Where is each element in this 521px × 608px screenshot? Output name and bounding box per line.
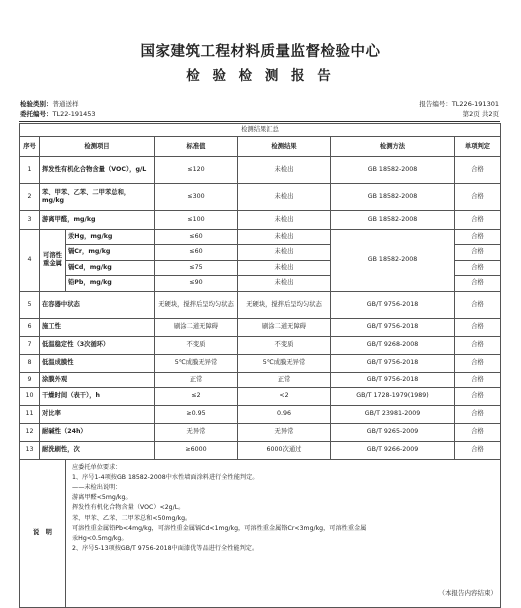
- table-row: [20, 157, 501, 184]
- entrust-label: 委托编号：: [20, 110, 53, 118]
- note-line: 可溶性重金属铅Pb<4mg/kg，可溶性重金属镉Cd<1mg/kg，可溶性重金属铬Cr<3mg/kg，可溶性重金属: [72, 524, 367, 532]
- row-result: 未检出: [238, 211, 331, 230]
- row-result: 5℃成膜无异常: [238, 354, 331, 372]
- report-number: 报告编号：TL226-191301: [419, 100, 499, 108]
- row-no: 7: [20, 336, 40, 354]
- summary-title: 检测结果汇总: [20, 124, 501, 137]
- row-method: GB/T 9266-2009: [331, 441, 455, 459]
- row-std: ≤300: [155, 184, 238, 211]
- row-method: GB 18582-2008: [331, 211, 455, 230]
- row-method: GB/T 9756-2018: [331, 372, 455, 387]
- row-no: 6: [20, 318, 40, 336]
- row-no: 10: [20, 387, 40, 405]
- sub-verdict: 合格: [455, 276, 501, 292]
- table-row: [20, 372, 501, 387]
- sub-verdict: 合格: [455, 229, 501, 245]
- note-line: 2、序号5-13项按GB/T 9756-2018中面漆优等品进行全性能判定。: [72, 545, 259, 553]
- row-result: 正常: [238, 372, 331, 387]
- row-result: 无异常: [238, 423, 331, 441]
- heavy-metal-group: 可溶性重金属: [40, 229, 66, 291]
- row-no: 8: [20, 354, 40, 372]
- sub-result: 未检出: [238, 245, 331, 261]
- col-header-result: 检测结果: [238, 137, 331, 157]
- row-no: 9: [20, 372, 40, 387]
- row-no: 5: [20, 291, 40, 318]
- row-result: 不变质: [238, 336, 331, 354]
- sub-std: ≤90: [155, 276, 238, 292]
- row-verdict: 合格: [455, 423, 501, 441]
- org-title: 国家建筑工程材料质量监督检验中心: [140, 44, 381, 60]
- row-verdict: 合格: [455, 318, 501, 336]
- row-method: GB/T 23981-2009: [331, 405, 455, 423]
- table-row: [20, 336, 501, 354]
- row-std: ≤120: [155, 157, 238, 184]
- row-no: 13: [20, 441, 40, 459]
- table-row: [20, 441, 501, 459]
- row-verdict: 合格: [455, 291, 501, 318]
- row-method: GB/T 9756-2018: [331, 318, 455, 336]
- row-std: ≥6000: [155, 441, 238, 459]
- note-line: 苯、甲苯、乙苯、二甲苯总和<50mg/kg。: [72, 514, 192, 522]
- row-result: 6000次通过: [238, 441, 331, 459]
- row-result: 未检出: [238, 184, 331, 211]
- row-method: GB 18582-2008: [331, 157, 455, 184]
- results-table: [19, 123, 501, 608]
- row-result: <2: [238, 387, 331, 405]
- report-title: 检 验 检 测 报 告: [186, 68, 335, 84]
- row-verdict: 合格: [455, 387, 501, 405]
- table-row: [20, 423, 501, 441]
- row-item: 施工性: [40, 318, 155, 336]
- row-verdict: 合格: [455, 336, 501, 354]
- sub-verdict: 合格: [455, 260, 501, 276]
- row-std: ≤2: [155, 387, 238, 405]
- row-verdict: 合格: [455, 211, 501, 230]
- row-std: 5℃成膜无异常: [155, 354, 238, 372]
- row-verdict: 合格: [455, 157, 501, 184]
- row-item: 在容器中状态: [40, 291, 155, 318]
- header-row: [20, 137, 501, 157]
- header-rule: [19, 121, 500, 122]
- notes-label: 说 明: [20, 459, 66, 607]
- row-verdict: 合格: [455, 354, 501, 372]
- note-line: 游离甲醛<5mg/kg。: [72, 494, 132, 502]
- row-item: 挥发性有机化合物含量（VOC），g/L: [40, 157, 155, 184]
- sub-item: 铅Pb，mg/kg: [66, 276, 155, 292]
- category-value: 普通送样: [52, 100, 79, 108]
- sub-std: ≤60: [155, 229, 238, 245]
- row-result: 未检出: [238, 157, 331, 184]
- table-row: [20, 211, 501, 230]
- row-item: 耐洗刷性，次: [40, 441, 155, 459]
- row-std: ≥0.95: [155, 405, 238, 423]
- report-end-note: （本报告内容结束）: [438, 589, 497, 597]
- row-item: 苯、甲苯、乙苯、二甲苯总和，mg/kg: [40, 184, 155, 211]
- sub-item: 汞Hg，mg/kg: [66, 229, 155, 245]
- row-verdict: 合格: [455, 184, 501, 211]
- table-row: [20, 387, 501, 405]
- row-item: 对比率: [40, 405, 155, 423]
- row-item: 耐碱性（24h）: [40, 423, 155, 441]
- row-method: GB 18582-2008: [331, 229, 455, 291]
- note-line: 挥发性有机化合物含量（VOC）<2g/L。: [72, 504, 185, 512]
- row-item: 游离甲醛，mg/kg: [40, 211, 155, 230]
- col-header-no: 序号: [20, 137, 40, 157]
- row-method: GB/T 1728-1979(1989): [331, 387, 455, 405]
- col-header-verdict: 单项判定: [455, 137, 501, 157]
- summary-title-row: [20, 124, 501, 137]
- sub-result: 未检出: [238, 229, 331, 245]
- row-std: 无异常: [155, 423, 238, 441]
- row-item: 低温稳定性（3次循环）: [40, 336, 155, 354]
- row-no: 2: [20, 184, 40, 211]
- row-result: 无硬块，搅拌后呈均匀状态: [238, 291, 331, 318]
- row-std: 刷涂二道无障碍: [155, 318, 238, 336]
- note-line: 应委托单位要求：: [72, 463, 122, 471]
- notes-content: [66, 459, 501, 607]
- table-row: [20, 405, 501, 423]
- row-result: 刷涂二道无障碍: [238, 318, 331, 336]
- entrust-number: [20, 110, 96, 119]
- row-std: 无硬块，搅拌后呈均匀状态: [155, 291, 238, 318]
- sub-item: 镉Cr，mg/kg: [66, 245, 155, 261]
- row-std: 不变质: [155, 336, 238, 354]
- row-verdict: 合格: [455, 441, 501, 459]
- row-no: 12: [20, 423, 40, 441]
- col-header-std: 标准值: [155, 137, 238, 157]
- col-header-item: 检测项目: [40, 137, 155, 157]
- entrust-value: TL22-191453: [52, 110, 96, 118]
- table-row: [20, 291, 501, 318]
- row-verdict: 合格: [455, 405, 501, 423]
- notes-row: [20, 459, 501, 607]
- row-method: GB/T 9756-2018: [331, 354, 455, 372]
- col-header-method: 检测方法: [331, 137, 455, 157]
- row-no: 11: [20, 405, 40, 423]
- page-indicator: 第2页 共2页: [462, 110, 499, 118]
- row-std: ≤100: [155, 211, 238, 230]
- row-method: GB/T 9265-2009: [331, 423, 455, 441]
- row-method: GB/T 9268-2008: [331, 336, 455, 354]
- row-item: 低温成膜性: [40, 354, 155, 372]
- row-item: 干燥时间（表干），h: [40, 387, 155, 405]
- sub-verdict: 合格: [455, 245, 501, 261]
- note-line: ——未检出说明：: [72, 483, 122, 491]
- note-line: 汞Hg<0.5mg/kg。: [72, 534, 128, 542]
- sub-std: ≤60: [155, 245, 238, 261]
- note-line: 1、序号1-4项按GB 18582-2008中水性墙面涂料进行全性能判定。: [72, 473, 259, 481]
- table-row: [20, 318, 501, 336]
- sub-result: 未检出: [238, 276, 331, 292]
- row-method: GB/T 9756-2018: [331, 291, 455, 318]
- sub-item: 镉Cd，mg/kg: [66, 260, 155, 276]
- row-method: GB 18582-2008: [331, 184, 455, 211]
- sub-result: 未检出: [238, 260, 331, 276]
- table-row: [20, 229, 501, 245]
- sub-std: ≤75: [155, 260, 238, 276]
- row-no: 3: [20, 211, 40, 230]
- inspection-category: [20, 100, 79, 109]
- table-row: [20, 184, 501, 211]
- row-result: 0.96: [238, 405, 331, 423]
- category-label: 检验类别：: [20, 100, 53, 108]
- row-no: 1: [20, 157, 40, 184]
- row-std: 正常: [155, 372, 238, 387]
- row-no: 4: [20, 229, 40, 291]
- row-verdict: 合格: [455, 372, 501, 387]
- table-row: [20, 354, 501, 372]
- row-item: 涂膜外观: [40, 372, 155, 387]
